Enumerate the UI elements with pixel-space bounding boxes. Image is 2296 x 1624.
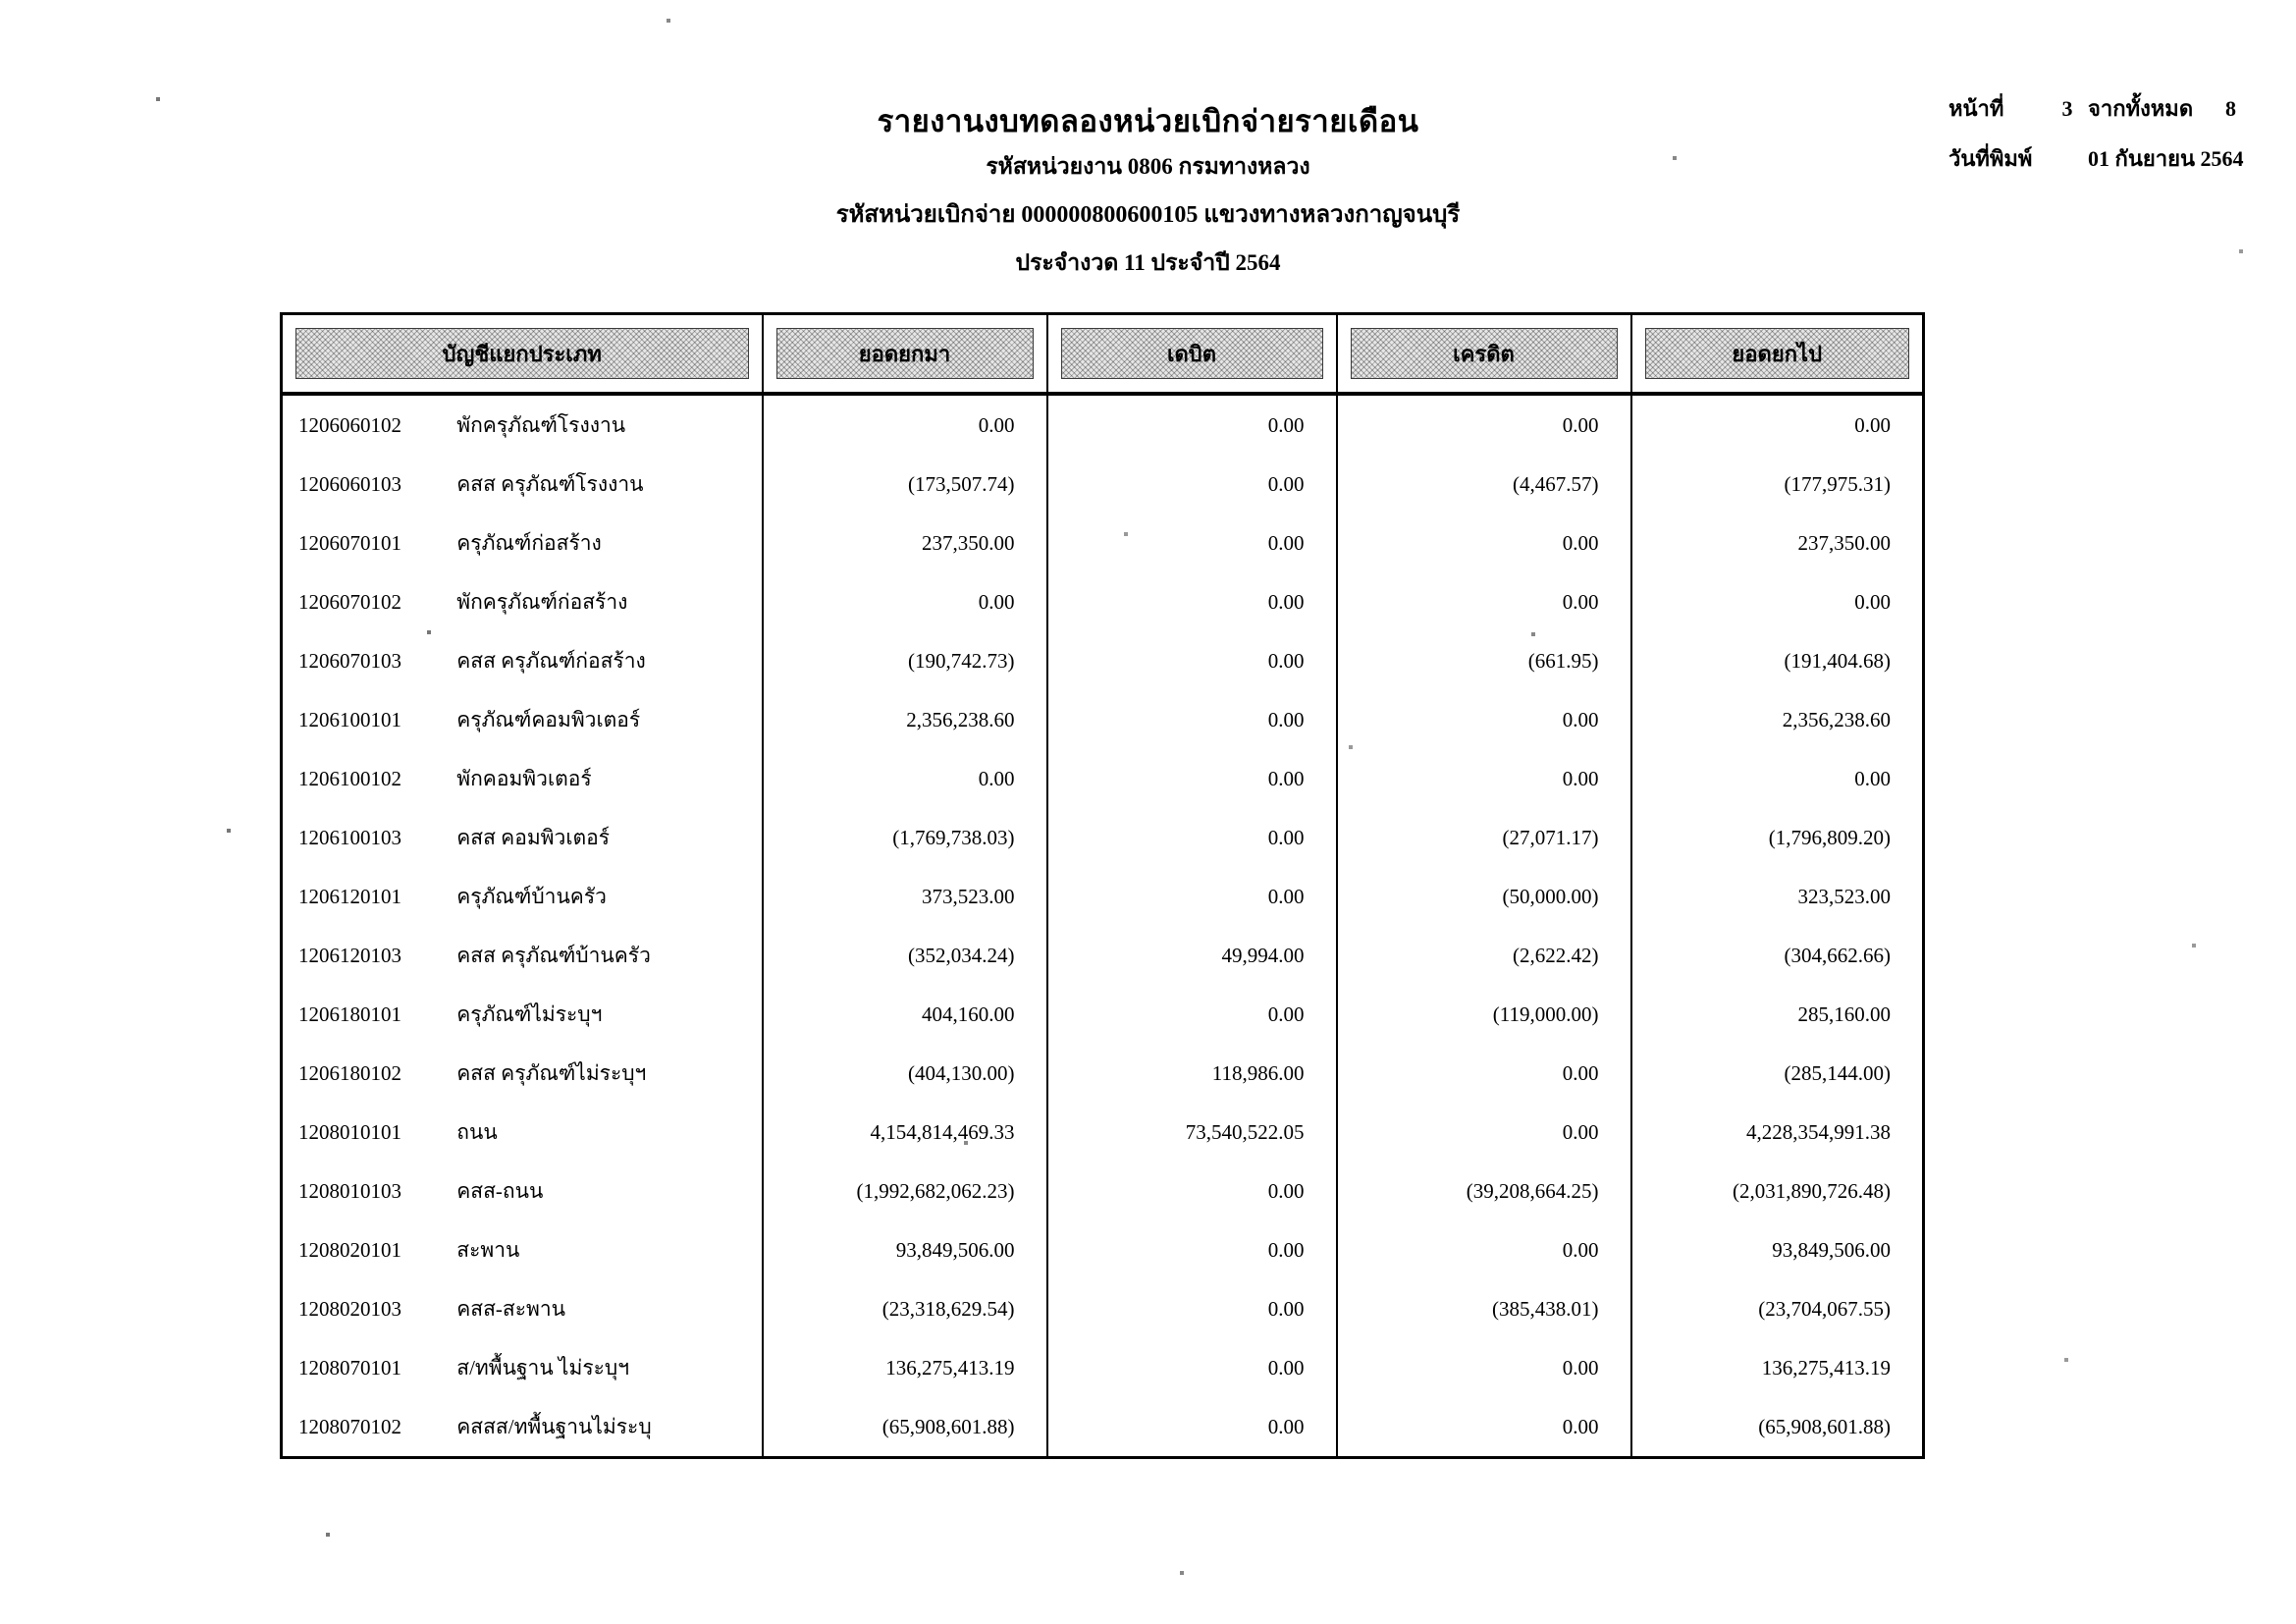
col-header-gl-account — [282, 314, 763, 395]
debit-cell: 73,540,522.05 — [1047, 1103, 1337, 1162]
credit-cell: 0.00 — [1337, 749, 1631, 808]
account-code: 1208070102 — [298, 1414, 401, 1438]
credit-cell: 0.00 — [1337, 1220, 1631, 1279]
col-header-closing-balance-label: ยอดยกไป — [1645, 328, 1910, 379]
credit-cell: 0.00 — [1337, 514, 1631, 572]
opening-balance-cell: (1,769,738.03) — [763, 808, 1047, 867]
account-name: สะพาน — [456, 1237, 520, 1262]
account-name: ครุภัณฑ์ก่อสร้าง — [456, 530, 602, 555]
table-row — [282, 394, 1924, 455]
account-cell — [282, 1397, 763, 1458]
closing-balance-cell: (285,144.00) — [1631, 1044, 1924, 1103]
debit-cell: 0.00 — [1047, 514, 1337, 572]
account-cell — [282, 514, 763, 572]
col-header-opening-balance — [763, 314, 1047, 395]
credit-cell: 0.00 — [1337, 1338, 1631, 1397]
credit-cell: (27,071.17) — [1337, 808, 1631, 867]
credit-cell: (50,000.00) — [1337, 867, 1631, 926]
col-header-credit — [1337, 314, 1631, 395]
table-row — [282, 1279, 1924, 1338]
account-code: 1206180102 — [298, 1060, 401, 1085]
credit-cell: (119,000.00) — [1337, 985, 1631, 1044]
opening-balance-cell: (23,318,629.54) — [763, 1279, 1047, 1338]
debit-cell: 0.00 — [1047, 1338, 1337, 1397]
closing-balance-cell: 0.00 — [1631, 749, 1924, 808]
debit-cell: 0.00 — [1047, 867, 1337, 926]
report-title: รายงานงบทดลองหน่วยเบิกจ่ายรายเดือน — [877, 104, 1419, 138]
account-code: 1206180101 — [298, 1001, 401, 1026]
account-name: คสส-ถนน — [456, 1178, 544, 1203]
closing-balance-cell: 136,275,413.19 — [1631, 1338, 1924, 1397]
debit-cell: 0.00 — [1047, 749, 1337, 808]
table-row — [282, 749, 1924, 808]
opening-balance-cell: 0.00 — [763, 394, 1047, 455]
debit-cell: 0.00 — [1047, 394, 1337, 455]
account-cell — [282, 1338, 763, 1397]
table-row — [282, 1044, 1924, 1103]
account-code: 1206100101 — [298, 707, 401, 731]
credit-cell: 0.00 — [1337, 1397, 1631, 1458]
account-name: ครุภัณฑ์ไม่ระบุฯ — [456, 1001, 603, 1026]
debit-cell: 0.00 — [1047, 572, 1337, 631]
opening-balance-cell: (173,507.74) — [763, 455, 1047, 514]
closing-balance-cell: 2,356,238.60 — [1631, 690, 1924, 749]
col-header-closing-balance — [1631, 314, 1924, 395]
account-name: คสส ครุภัณฑ์บ้านครัว — [456, 943, 651, 967]
opening-balance-cell: 0.00 — [763, 749, 1047, 808]
account-cell — [282, 455, 763, 514]
opening-balance-cell: 373,523.00 — [763, 867, 1047, 926]
closing-balance-cell: 285,160.00 — [1631, 985, 1924, 1044]
opening-balance-cell: 0.00 — [763, 572, 1047, 631]
credit-cell: 0.00 — [1337, 690, 1631, 749]
closing-balance-cell: (191,404.68) — [1631, 631, 1924, 690]
debit-cell: 0.00 — [1047, 1279, 1337, 1338]
col-header-debit — [1047, 314, 1337, 395]
page-number: 3 — [2061, 96, 2073, 121]
credit-cell: 0.00 — [1337, 394, 1631, 455]
col-header-credit-label: เครดิต — [1351, 328, 1618, 379]
table-header — [282, 314, 1924, 395]
account-name: พักคอมพิวเตอร์ — [456, 766, 592, 790]
print-date-label: วันที่พิมพ์ — [1949, 146, 2033, 171]
opening-balance-cell: (352,034.24) — [763, 926, 1047, 985]
opening-balance-cell: 93,849,506.00 — [763, 1220, 1047, 1279]
opening-balance-cell: (1,992,682,062.23) — [763, 1162, 1047, 1220]
account-cell — [282, 394, 763, 455]
debit-cell: 0.00 — [1047, 808, 1337, 867]
disbursing-unit-line: รหัสหน่วยเบิกจ่าย 000000800600105 แขวงทางหลวงกาญจนบุรี — [835, 202, 1461, 228]
table-header-row — [282, 314, 1924, 395]
account-cell — [282, 572, 763, 631]
debit-cell: 0.00 — [1047, 631, 1337, 690]
opening-balance-cell: 4,154,814,469.33 — [763, 1103, 1047, 1162]
table-body — [282, 394, 1924, 1458]
closing-balance-cell: 323,523.00 — [1631, 867, 1924, 926]
table-row — [282, 1162, 1924, 1220]
debit-cell: 0.00 — [1047, 1220, 1337, 1279]
account-code: 1208070101 — [298, 1355, 401, 1380]
account-cell — [282, 1103, 763, 1162]
account-code: 1206070102 — [298, 589, 401, 614]
opening-balance-cell: (190,742.73) — [763, 631, 1047, 690]
debit-cell: 49,994.00 — [1047, 926, 1337, 985]
closing-balance-cell: 4,228,354,991.38 — [1631, 1103, 1924, 1162]
col-header-gl-account-label: บัญชีแยกประเภท — [295, 328, 749, 379]
total-label: จากทั้งหมด — [2088, 96, 2194, 121]
closing-balance-cell: 0.00 — [1631, 394, 1924, 455]
account-code: 1206100103 — [298, 825, 401, 849]
opening-balance-cell: 136,275,413.19 — [763, 1338, 1047, 1397]
account-code: 1208010103 — [298, 1178, 401, 1203]
table-row — [282, 1338, 1924, 1397]
account-name: คสส-สะพาน — [456, 1296, 566, 1321]
account-name: ส/ทพื้นฐาน ไม่ระบุฯ — [456, 1355, 630, 1380]
debit-cell: 0.00 — [1047, 690, 1337, 749]
account-code: 1206070101 — [298, 530, 401, 555]
page-number-line — [1949, 91, 2292, 126]
opening-balance-cell: 237,350.00 — [763, 514, 1047, 572]
credit-cell: (661.95) — [1337, 631, 1631, 690]
account-name: คสส ครุภัณฑ์โรงงาน — [456, 471, 644, 496]
account-cell — [282, 985, 763, 1044]
account-cell — [282, 1279, 763, 1338]
account-name: คสส ครุภัณฑ์ก่อสร้าง — [456, 648, 646, 673]
table-row — [282, 1103, 1924, 1162]
table-row — [282, 926, 1924, 985]
account-code: 1206120101 — [298, 884, 401, 908]
opening-balance-cell: 2,356,238.60 — [763, 690, 1047, 749]
account-name: พักครุภัณฑ์ก่อสร้าง — [456, 589, 628, 614]
total-pages: 8 — [2225, 96, 2236, 121]
account-cell — [282, 1220, 763, 1279]
account-cell — [282, 926, 763, 985]
table-row — [282, 1220, 1924, 1279]
debit-cell: 0.00 — [1047, 455, 1337, 514]
account-name: คสส คอมพิวเตอร์ — [456, 825, 611, 849]
debit-cell: 118,986.00 — [1047, 1044, 1337, 1103]
table-row — [282, 514, 1924, 572]
credit-cell: 0.00 — [1337, 572, 1631, 631]
trial-balance-table — [280, 312, 1925, 1459]
debit-cell: 0.00 — [1047, 1162, 1337, 1220]
closing-balance-cell: (1,796,809.20) — [1631, 808, 1924, 867]
account-code: 1208020101 — [298, 1237, 401, 1262]
credit-cell: 0.00 — [1337, 1103, 1631, 1162]
account-code: 1206100102 — [298, 766, 401, 790]
table-row — [282, 455, 1924, 514]
table-row — [282, 572, 1924, 631]
table-row — [282, 808, 1924, 867]
closing-balance-cell: (177,975.31) — [1631, 455, 1924, 514]
table-row — [282, 631, 1924, 690]
agency-code-line: รหัสหน่วยงาน 0806 กรมทางหลวง — [986, 154, 1310, 179]
page-label: หน้าที่ — [1949, 96, 2004, 121]
print-date-line — [1949, 141, 2292, 176]
col-header-opening-balance-label: ยอดยกมา — [776, 328, 1034, 379]
closing-balance-cell: 93,849,506.00 — [1631, 1220, 1924, 1279]
trial-balance-table-wrap — [280, 312, 1925, 1459]
table-row — [282, 867, 1924, 926]
credit-cell: (385,438.01) — [1337, 1279, 1631, 1338]
opening-balance-cell: (65,908,601.88) — [763, 1397, 1047, 1458]
opening-balance-cell: (404,130.00) — [763, 1044, 1047, 1103]
credit-cell: 0.00 — [1337, 1044, 1631, 1103]
credit-cell: (4,467.57) — [1337, 455, 1631, 514]
debit-cell: 0.00 — [1047, 985, 1337, 1044]
credit-cell: (2,622.42) — [1337, 926, 1631, 985]
period-line: ประจำงวด 11 ประจำปี 2564 — [1015, 250, 1281, 275]
account-name: คสสส/ทพื้นฐานไม่ระบุ — [456, 1414, 652, 1438]
scan-artifacts — [0, 0, 2, 2]
account-cell — [282, 690, 763, 749]
account-name: พักครุภัณฑ์โรงงาน — [456, 412, 626, 437]
account-name: ครุภัณฑ์บ้านครัว — [456, 884, 607, 908]
closing-balance-cell: (304,662.66) — [1631, 926, 1924, 985]
table-row — [282, 690, 1924, 749]
account-cell — [282, 808, 763, 867]
account-cell — [282, 1044, 763, 1103]
closing-balance-cell: (65,908,601.88) — [1631, 1397, 1924, 1458]
account-name: คสส ครุภัณฑ์ไม่ระบุฯ — [456, 1060, 647, 1085]
account-name: ครุภัณฑ์คอมพิวเตอร์ — [456, 707, 641, 731]
account-code: 1206060102 — [298, 412, 401, 437]
account-cell — [282, 1162, 763, 1220]
account-code: 1208010101 — [298, 1119, 401, 1144]
account-code: 1206120103 — [298, 943, 401, 967]
account-cell — [282, 631, 763, 690]
opening-balance-cell: 404,160.00 — [763, 985, 1047, 1044]
col-header-debit-label: เดบิต — [1061, 328, 1323, 379]
closing-balance-cell: (2,031,890,726.48) — [1631, 1162, 1924, 1220]
closing-balance-cell: 237,350.00 — [1631, 514, 1924, 572]
account-cell — [282, 749, 763, 808]
account-cell — [282, 867, 763, 926]
closing-balance-cell: 0.00 — [1631, 572, 1924, 631]
table-row — [282, 985, 1924, 1044]
page-meta — [1949, 91, 2292, 176]
debit-cell: 0.00 — [1047, 1397, 1337, 1458]
print-date-value: 01 กันยายน 2564 — [2088, 146, 2244, 171]
account-name: ถนน — [456, 1119, 498, 1144]
account-code: 1206060103 — [298, 471, 401, 496]
account-code: 1208020103 — [298, 1296, 401, 1321]
table-row — [282, 1397, 1924, 1458]
account-code: 1206070103 — [298, 648, 401, 673]
credit-cell: (39,208,664.25) — [1337, 1162, 1631, 1220]
closing-balance-cell: (23,704,067.55) — [1631, 1279, 1924, 1338]
